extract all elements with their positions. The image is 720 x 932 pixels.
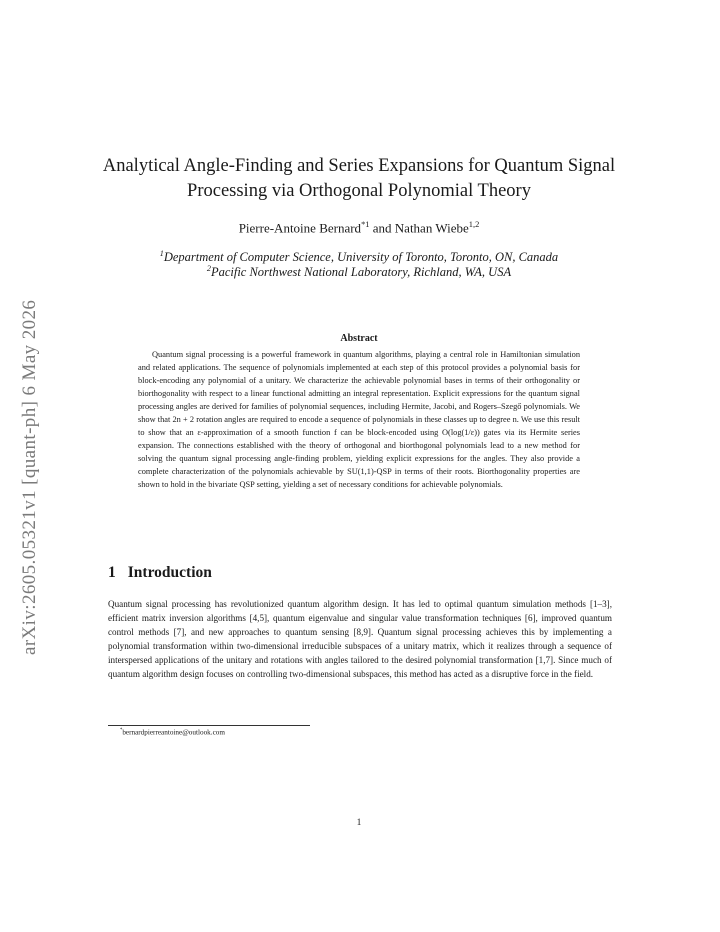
section-title: Introduction [127,564,212,581]
author-name-2: Nathan Wiebe [394,220,469,236]
footnote-rule [108,725,310,726]
affiliation-1 [100,249,618,265]
author-2-mark: 1,2 [468,219,480,229]
footnote [120,728,225,736]
section-number: 1 [108,564,116,581]
affiliation-1-text: Department of Computer Science, University of Toronto, Toronto, ON, Canada [163,250,559,265]
author-name-1: Pierre-Antoine Bernard [238,220,362,236]
affiliation-2 [100,264,618,280]
arxiv-identifier-stamp: arXiv:2605.05321v1 [quant-ph] 6 May 2026 [19,299,40,655]
abstract-heading: Abstract [340,333,378,344]
affiliation-2-mark: 2 [206,264,211,273]
author-conjunction: and [369,220,395,236]
introduction-paragraph: Quantum signal processing has revolutionized quantum algorithm design. It has led to optimal quantum simulation methods [1–3], efficient matrix inversion algorithms [4,5], quantum eigenvalue and singular value transformation techniques [6], improved quantum control methods [7], and new approaches to quantum sensing [8,9]. Quantum signal processing achieves this by implementing a polynomial transformation within two-dimensional irreducible subspaces of a unitary matrix, which it realizes through a sequence of interspersed applications of the unitary and rotations with angles tailored to the desired polynomial transformation [1,7]. Since much of quantum algorithm design focuses on controlling two-dimensional subspaces, this method has acted as a disruptive force in the field. [108,599,612,679]
author-line [100,219,618,236]
footnote-mark: * [120,728,123,733]
author-1-mark: *1 [361,219,370,229]
paper-title: Analytical Angle-Finding and Series Expansions for Quantum Signal Processing via Orthogonal Polynomial Theory [102,156,616,201]
footnote-email: bernardpierreantoine@outlook.com [122,728,225,737]
section-heading [108,564,212,582]
affiliation-1-mark: 1 [159,249,164,258]
page-number: 1 [356,818,362,828]
affiliation-2-text: Pacific Northwest National Laboratory, Richland, WA, USA [210,265,512,280]
abstract-text: Quantum signal processing is a powerful framework in quantum algorithms, playing a central role in Hamiltonian simulation and related applications. The sequence of polynomials implemented at each step of this protocol provides a polynomial basis for block-encoding any polynomial of a unitary. We characterize the achievable polynomial bases in terms of their orthogonality or biorthogonality with respect to a linear functional admitting an integral representation. Explicit expressions for the quantum signal processing angles are derived for families of polynomial sequences, including Hermite, Jacobi, and Rogers–Szegő polynomials. We show that 2n + 2 rotation angles are required to encode a sequence of polynomials in these classes up to degree n. We use this result to show that an ε-approximation of a smooth function f can be block-encoded using O(log(1/ε)) gates via its Hermite series expansion. The connections established with the theory of orthogonal and biorthogonal polynomials lead to a new method for solving the quantum signal processing angle-finding problem, yielding explicit expressions for the angles. They also provide a complete characterization of the polynomials achievable by SU(1,1)-QSP in terms of their roots. Biorthogonality properties are shown to hold in the bivariate QSP setting, yielding a set of necessary conditions for achievable polynomials. [138,350,580,489]
